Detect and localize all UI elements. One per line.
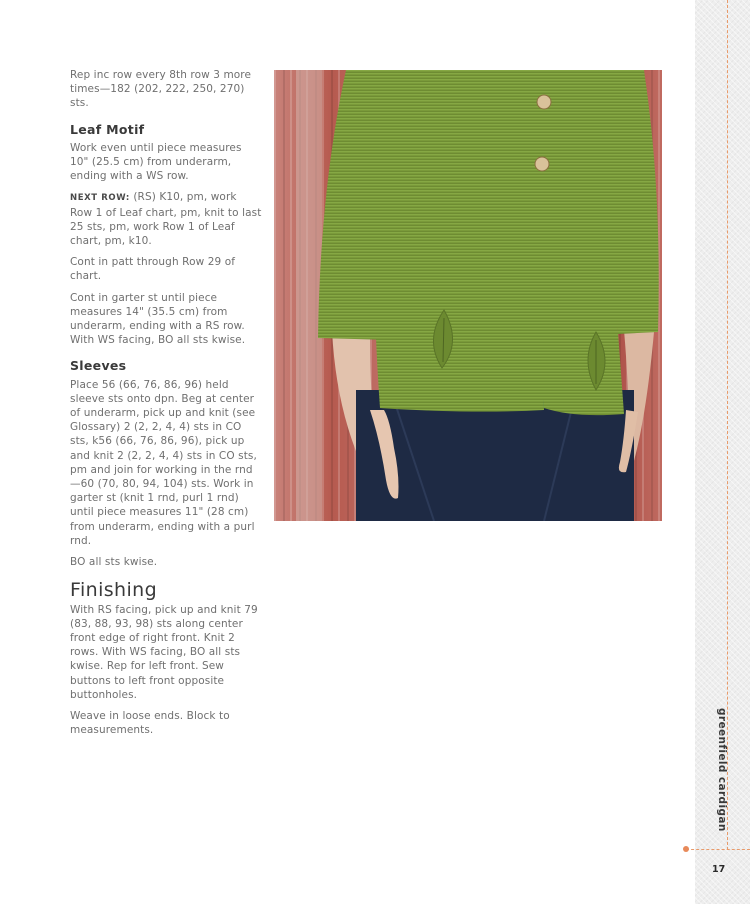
finishing-paragraph-1: With RS facing, pick up and knit 79 (83, 88, 93, 98) sts along center front edge of right front. Knit 2 rows. With WS facing, BO all sts kwise. Rep for left front. Sew buttons to left front opposite buttonholes. xyxy=(70,603,258,701)
button-top xyxy=(537,95,551,109)
margin-dashed-rule xyxy=(686,849,750,850)
leaf-motif-heading: Leaf Motif xyxy=(70,121,145,137)
cardigan-photo xyxy=(274,70,662,521)
button-bottom xyxy=(535,157,549,171)
next-row-label: NEXT ROW: xyxy=(70,193,130,204)
intro-paragraph: Rep inc row every 8th row 3 more times—182 (202, 222, 250, 270) sts. xyxy=(70,69,252,110)
page-number: 17 xyxy=(712,864,726,875)
leaf-motif-paragraph-1: Work even until piece measures 10" (25.5 cm) from underarm, ending with a WS row. xyxy=(70,141,242,183)
finishing-heading: Finishing xyxy=(70,579,158,602)
running-title: greenfield cardigan xyxy=(716,708,728,832)
sleeves-heading: Sleeves xyxy=(70,358,127,374)
sleeves-paragraph-1: Place 56 (66, 76, 86, 96) held sleeve sts onto dpn. Beg at center of underarm, pick up and knit (see Glossary) 2 (2, 2, 4, 4) sts in CO sts, k56 (66, 76, 86, 96), pick up and knit 2 (2, 2, 4, 4) sts in CO sts, pm and join for working in the rnd—60 (70, 80, 94, 104) sts. Work in garter st (knit 1 rnd, purl 1 rnd) until piece measures 11" (28 cm) from underarm, ending with a purl rnd. xyxy=(70,378,257,547)
finishing-paragraph-2: Weave in loose ends. Block to measurements. xyxy=(70,709,230,737)
next-row-paragraph xyxy=(70,190,262,248)
leaf-motif-paragraph-3: Cont in patt through Row 29 of chart. xyxy=(70,256,236,283)
margin-dot xyxy=(683,846,689,852)
leaf-motif-paragraph-4: Cont in garter st until piece measures 14" (35.5 cm) from underarm, ending with a RS row. With WS facing, BO all sts kwise. xyxy=(70,291,246,347)
cardigan-left-front xyxy=(373,70,544,412)
next-row-text: (RS) K10, pm, work Row 1 of Leaf chart, pm, knit to last 25 sts, pm, work Row 1 of Leaf chart, pm, k10. xyxy=(70,191,262,248)
sleeves-paragraph-2: BO all sts kwise. xyxy=(70,556,158,569)
text-column xyxy=(70,68,262,744)
